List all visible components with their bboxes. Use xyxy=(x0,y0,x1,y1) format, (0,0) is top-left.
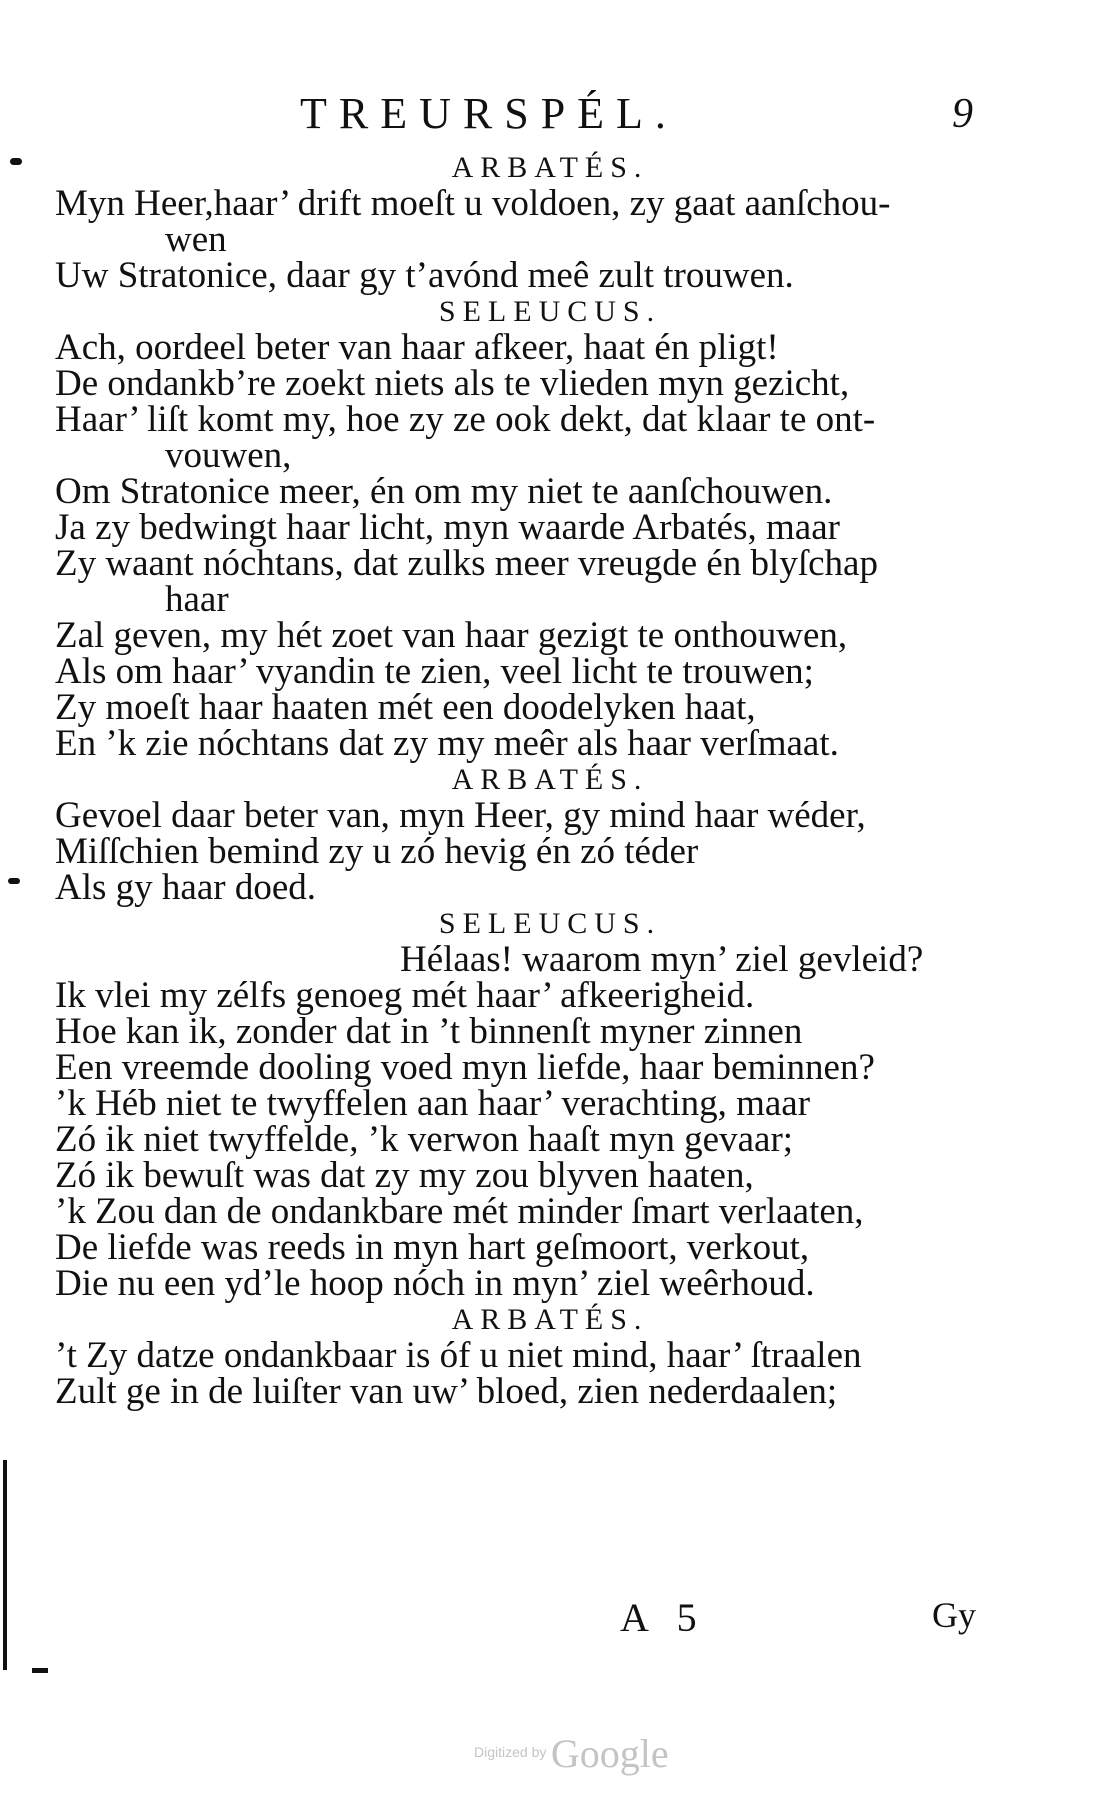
verse-line: Miſſchien bemind zy u zó hevig én zó téder xyxy=(55,831,699,872)
verse-line: ’k Héb niet te twyffelen aan haar’ verachting, maar xyxy=(55,1083,811,1124)
page-footer xyxy=(0,1594,1098,1644)
signature-mark: A 5 xyxy=(620,1595,707,1640)
verse-line: Een vreemde dooling voed myn liefde, haar beminnen? xyxy=(55,1047,875,1088)
verse-line: Zó ik bewuſt was dat zy my zou blyven haaten, xyxy=(55,1155,754,1196)
scan-mark xyxy=(8,878,20,884)
verse-continuation: vouwen, xyxy=(165,435,292,476)
digitized-watermark xyxy=(474,1730,669,1777)
scan-mark xyxy=(3,1460,7,1670)
scan-mark xyxy=(32,1668,48,1673)
verse-line: Gevoel daar beter van, myn Heer, gy mind haar wéder, xyxy=(55,795,866,836)
verse-line: Zy moeſt haar haaten mét een doodelyken haat, xyxy=(55,687,756,728)
verse-line: Hoe kan ik, zonder dat in ’t binnenſt myner zinnen xyxy=(55,1011,803,1052)
google-brand-label: Google xyxy=(550,1731,669,1776)
verse-line: Ja zy bedwingt haar licht, myn waarde Arbatés, maar xyxy=(55,507,840,548)
page-header xyxy=(0,88,1098,148)
verse-line: De ondankb’re zoekt niets als te vlieden myn gezicht, xyxy=(55,363,850,404)
page-number: 9 xyxy=(952,91,973,137)
verse-line: Hélaas! waarom myn’ ziel gevleid? xyxy=(400,939,924,980)
verse-line: ’t Zy datze ondankbaar is óf u niet mind, haar’ ſtraalen xyxy=(55,1335,862,1376)
catchword: Gy xyxy=(932,1595,976,1635)
verse-line: En ’k zie nóchtans dat zy my meêr als haar verſmaat. xyxy=(55,723,839,764)
digitized-by-label: Digitized by xyxy=(474,1744,547,1760)
verse-line: Ach, oordeel beter van haar afkeer, haat én pligt! xyxy=(55,327,779,368)
verse-continuation: haar xyxy=(165,579,229,620)
verse-line: Uw Stratonice, daar gy t’avónd meê zult trouwen. xyxy=(55,255,794,296)
speaker-heading: ARBATÉS. xyxy=(451,763,649,796)
verse-line: Ik vlei my zélfs genoeg mét haar’ afkeerigheid. xyxy=(55,975,755,1016)
verse-line: Zult ge in de luiſter van uw’ bloed, zien nederdaalen; xyxy=(55,1371,838,1412)
verse-line: ’k Zou dan de ondankbare mét minder ſmart verlaaten, xyxy=(55,1191,864,1232)
verse-line: Als gy haar doed. xyxy=(55,867,316,908)
verse-continuation: wen xyxy=(165,219,227,260)
running-title: TREURSPÉL. xyxy=(300,89,678,138)
verse-line: Zal geven, my hét zoet van haar gezigt te onthouwen, xyxy=(55,615,848,656)
verse-line: Zó ik niet twyffelde, ’k verwon haaſt myn gevaar; xyxy=(55,1119,794,1160)
verse-line: De liefde was reeds in myn hart geſmoort, verkout, xyxy=(55,1227,810,1268)
verse-line: Zy waant nóchtans, dat zulks meer vreugde én blyſchap xyxy=(55,543,878,584)
speaker-heading: SELEUCUS. xyxy=(438,907,662,940)
speaker-heading: ARBATÉS. xyxy=(451,1303,649,1336)
verse-line: Myn Heer,haar’ drift moeſt u voldoen, zy gaat aanſchou- xyxy=(55,183,891,224)
verse-line: Om Stratonice meer, én om my niet te aanſchouwen. xyxy=(55,471,833,512)
scan-mark xyxy=(10,158,22,165)
verse-line: Die nu een yd’le hoop nóch in myn’ ziel weêrhoud. xyxy=(55,1263,815,1304)
play-text xyxy=(55,150,1005,1410)
speaker-heading: SELEUCUS. xyxy=(438,295,662,328)
verse-line: Haar’ liſt komt my, hoe zy ze ook dekt, dat klaar te ont- xyxy=(55,399,876,440)
verse-line: Als om haar’ vyandin te zien, veel licht te trouwen; xyxy=(55,651,814,692)
speaker-heading: ARBATÉS. xyxy=(451,151,649,184)
